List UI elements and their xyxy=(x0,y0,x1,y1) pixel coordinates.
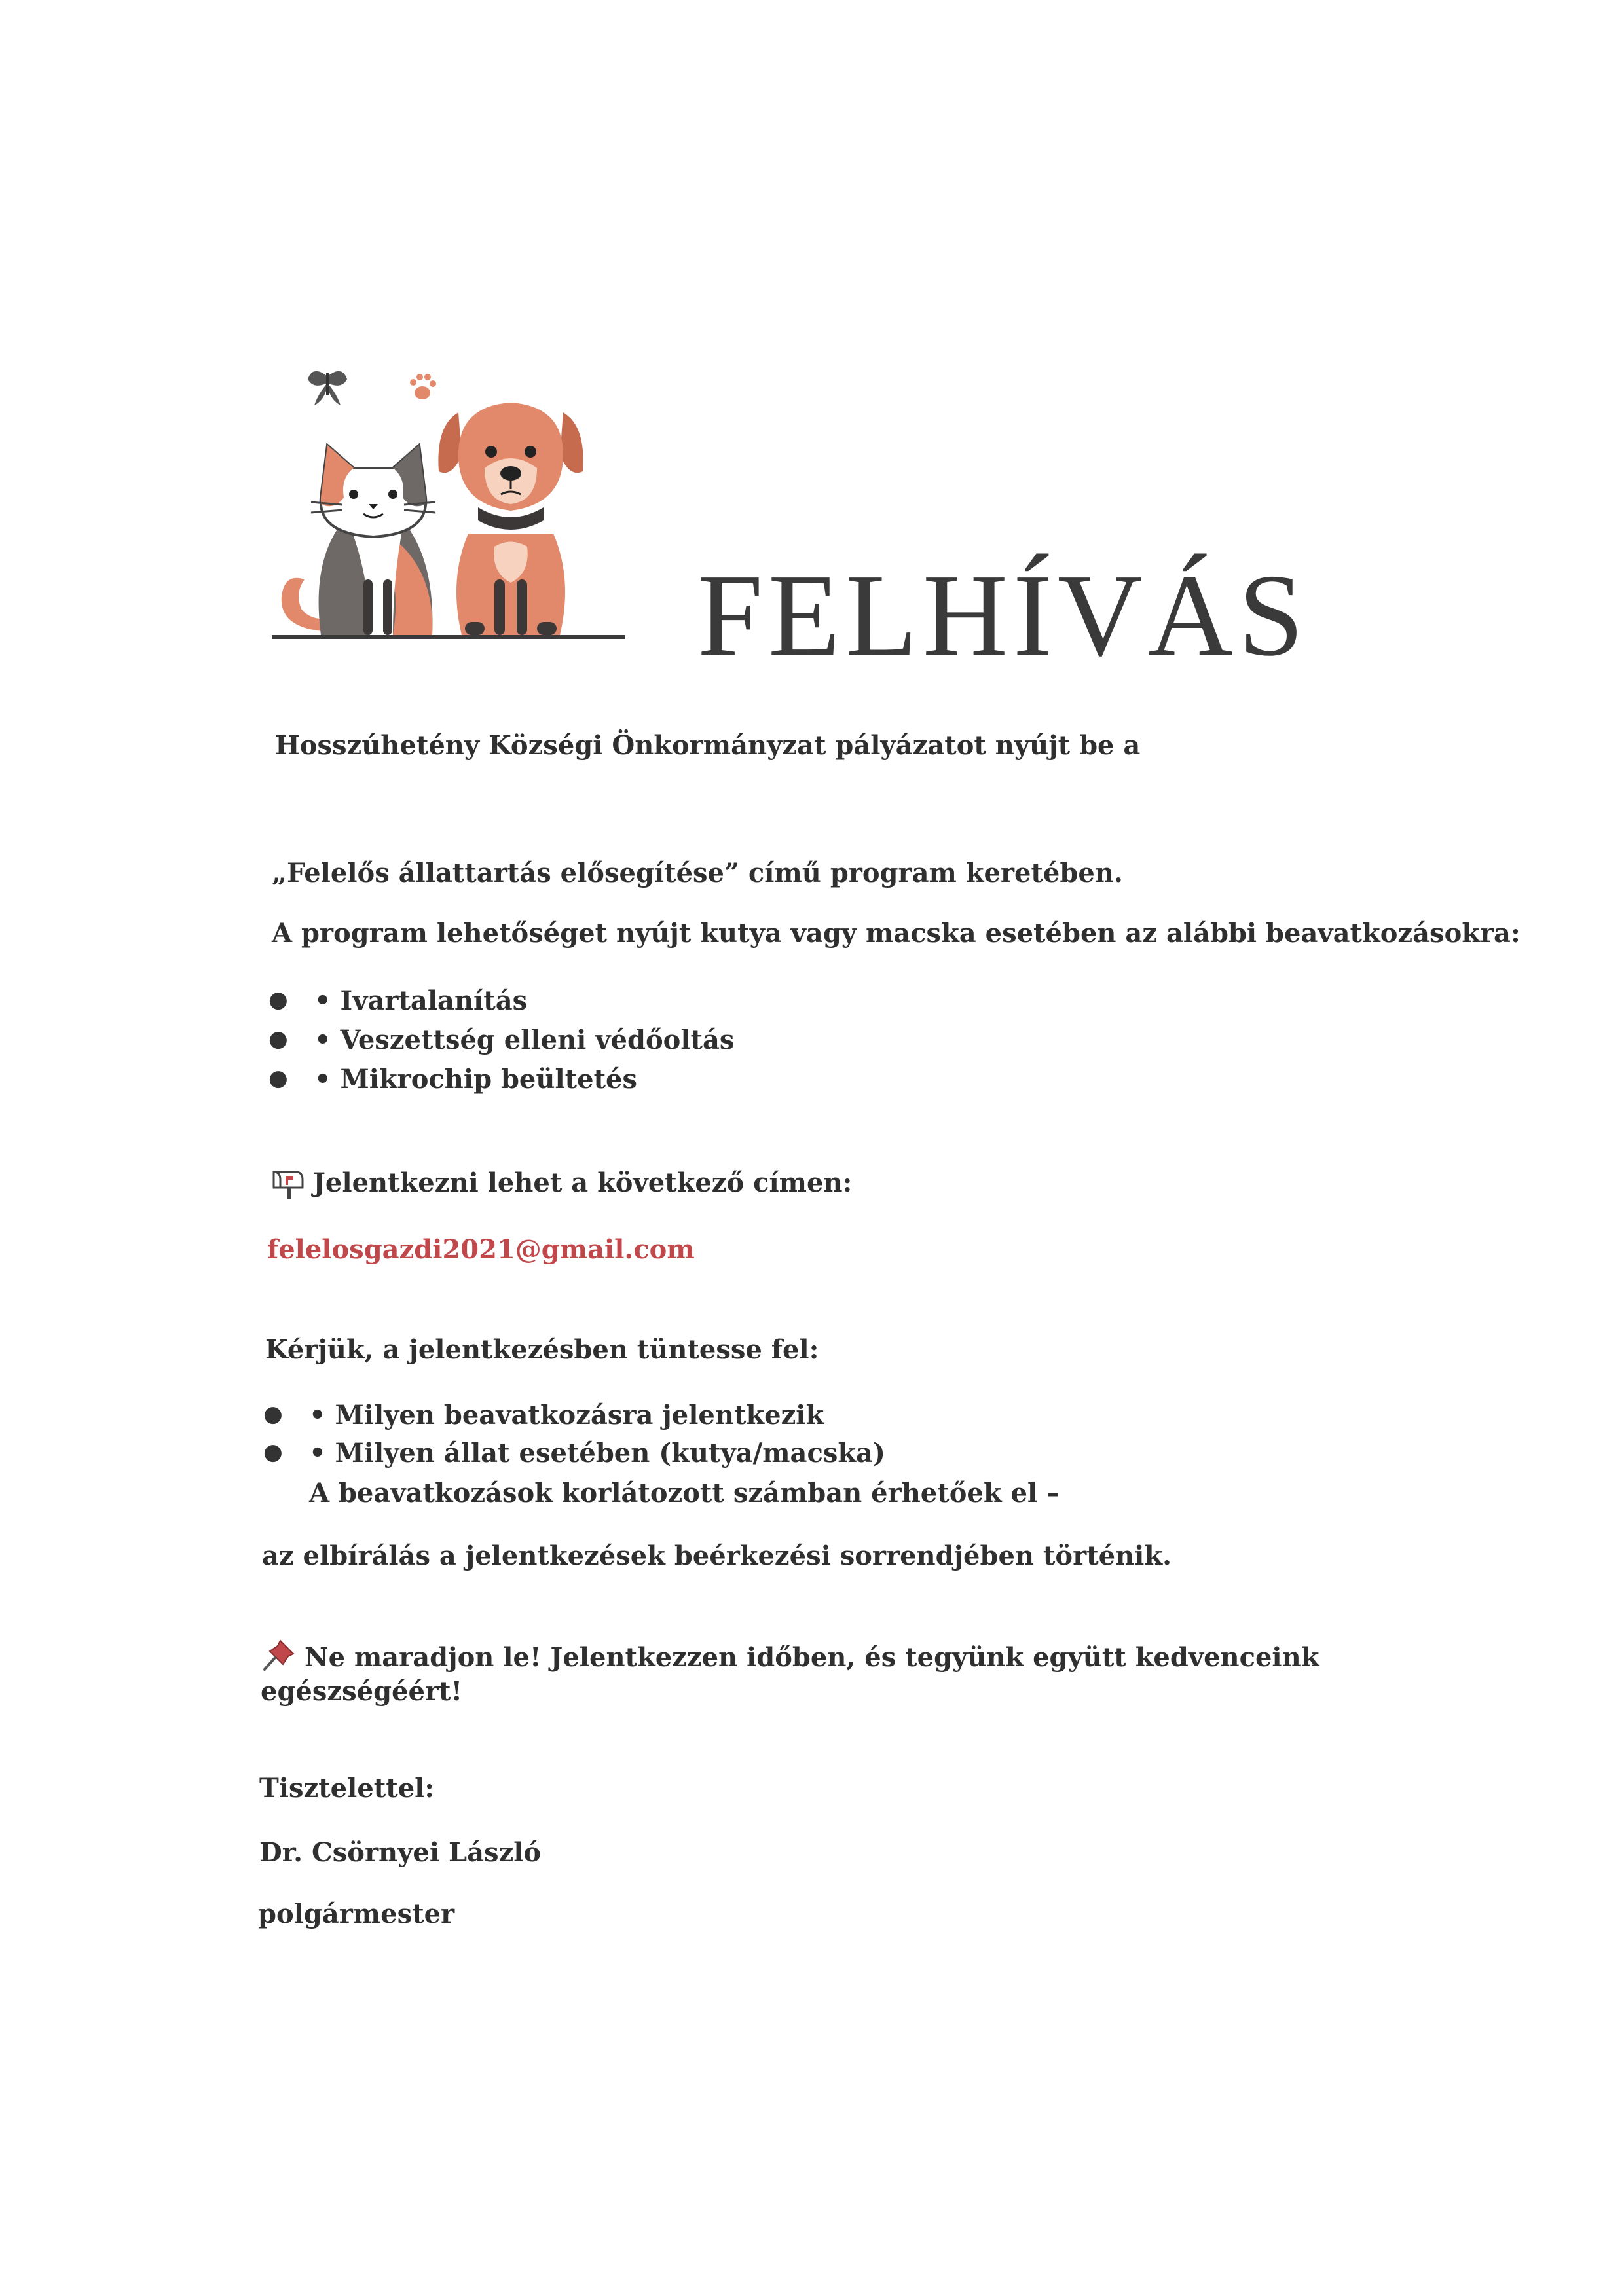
apply-line: Jelentkezni lehet a következő címen: xyxy=(313,1167,853,1198)
signer-title: polgármester xyxy=(258,1899,455,1929)
bullet-icon: ● xyxy=(268,987,288,1013)
paw-icon xyxy=(410,374,436,399)
pushpin-icon xyxy=(261,1637,297,1676)
closing-line-1: Ne maradjon le! Jelentkezzen időben, és tegyünk együtt kedvenceink xyxy=(304,1642,1320,1673)
bullet-icon: ● xyxy=(263,1401,283,1427)
bullet-icon: ● xyxy=(268,1065,288,1091)
butterfly-icon xyxy=(308,371,347,405)
closing-line-2: egészségéért! xyxy=(261,1676,463,1707)
signer-name: Dr. Csörnyei László xyxy=(259,1837,542,1868)
signoff: Tisztelettel: xyxy=(259,1773,435,1804)
bullet-icon: ● xyxy=(263,1439,283,1465)
request-line: Kérjük, a jelentkezésben tüntesse fel: xyxy=(265,1334,819,1365)
bullet-icon: ● xyxy=(268,1026,288,1052)
intro-text: Hosszúhetény Községi Önkormányzat pályázatot nyújt be a xyxy=(275,730,1141,761)
email-link[interactable]: felelosgazdi2021@gmail.com xyxy=(267,1234,695,1265)
mailbox-icon xyxy=(270,1165,306,1205)
order-line: az elbírálás a jelentkezések beérkezési sorrendjében történik. xyxy=(262,1540,1172,1571)
program-description: A program lehetőséget nyújt kutya vagy macska esetében az alábbi beavatkozásokra: xyxy=(272,918,1521,949)
page-title: FELHÍVÁS xyxy=(697,550,1310,680)
limited-line: A beavatkozások korlátozott számban érhetőek el – xyxy=(309,1478,1060,1508)
program-line: „Felelős állattartás elősegítése” című program keretében. xyxy=(272,858,1123,888)
cat-and-dog-illustration xyxy=(272,363,625,658)
